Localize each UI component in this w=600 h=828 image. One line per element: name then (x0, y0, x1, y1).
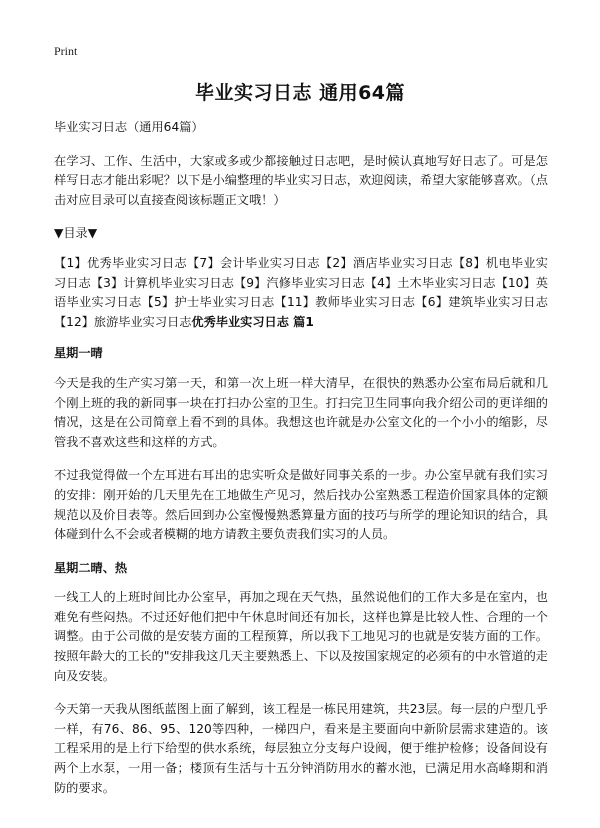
paragraph: 一线工人的上班时间比办公室早，再加之现在天气热，虽然说他们的工作大多是在室内，也难免有些闷热。不过还好他们把中午休息时间还有加长，这样也算是比较人性、合理的一个调整。由于公司做的是安装方面的工程预算，所以我下工地见习的也就是安装方面的工作。按照年龄大的工长的"安排我这几天主要熟悉上、下以及按国家规定的必须有的中水管道的走向及安装。 (54, 590, 548, 683)
intro-paragraph: 在学习、工作、生活中，大家或多或少都接触过日志吧，是时候认真地写好日志了。可是怎样写日志才能出彩呢？以下是小编整理的毕业实习日志，欢迎阅读，希望大家能够喜欢。（点击对应目录可以直接查阅该标题正文哦！） (54, 153, 548, 207)
section-heading-day1: 星期一晴 (54, 346, 103, 361)
paragraph: 今天是我的生产实习第一天，和第一次上班一样大清早，在很快的熟悉办公室布局后就和几个刚上班的我的新同事一块在打扫办公室的卫生。打扫完卫生同事向我介绍公司的更详细的情况，这是在公司简章上看不到的具体。我想这也许就是办公室文化的一个小小的缩影，尽管我不喜欢这些和这样的方式。 (54, 375, 548, 449)
section-heading-day2: 星期二晴、热 (54, 560, 128, 575)
document-subtitle: 毕业实习日志（通用64篇） (54, 120, 204, 134)
document-body (54, 118, 548, 812)
document-title: 毕业实习日志 通用64篇 (194, 82, 406, 104)
toc-heading: ▼目录▼ (54, 226, 98, 241)
paragraph: 不过我觉得做一个左耳进右耳出的忠实听众是做好同事关系的一步。办公室早就有我们实习的安排：刚开始的几天里先在工地做生产见习，然后找办公室熟悉工程造价国家具体的定额规范以及价目表等。然后回到办公室慢慢熟悉算量方面的技巧与所学的理论知识的结合，具体碰到什么不会或者模糊的地方请教主要负责我们实习的人员。 (54, 468, 548, 542)
paragraph: 今天第一天我从图纸蓝图上面了解到，该工程是一栋民用建筑，共23层。每一层的户型几乎一样，有76、86、95、120等四种，一梯四户，看来是主要面向中新阶层需求建造的。该工程采用的是上行下给型的供水系统，每层独立分支每户设阀，便于维护检修；设备间设有两个上水泵，一用一备；楼顶有生活与十五分钟消防用水的蓄水池，已满足用水高峰期和消防的要求。 (54, 702, 548, 795)
table-of-contents[interactable] (54, 254, 548, 332)
toc-links[interactable]: 【1】优秀毕业实习日志【7】会计毕业实习日志【2】酒店毕业实习日志【8】机电毕业实习日志【3】计算机毕业实习日志【9】汽修毕业实习日志【4】土木毕业实习日志【10】英语毕业实习日志【5】护士毕业实习日志【11】教师毕业实习日志【6】建筑毕业实习日志【12】旅游毕业实习日志 (54, 255, 548, 329)
print-label: Print (54, 44, 78, 58)
chapter-title: 优秀毕业实习日志 篇1 (191, 314, 314, 329)
